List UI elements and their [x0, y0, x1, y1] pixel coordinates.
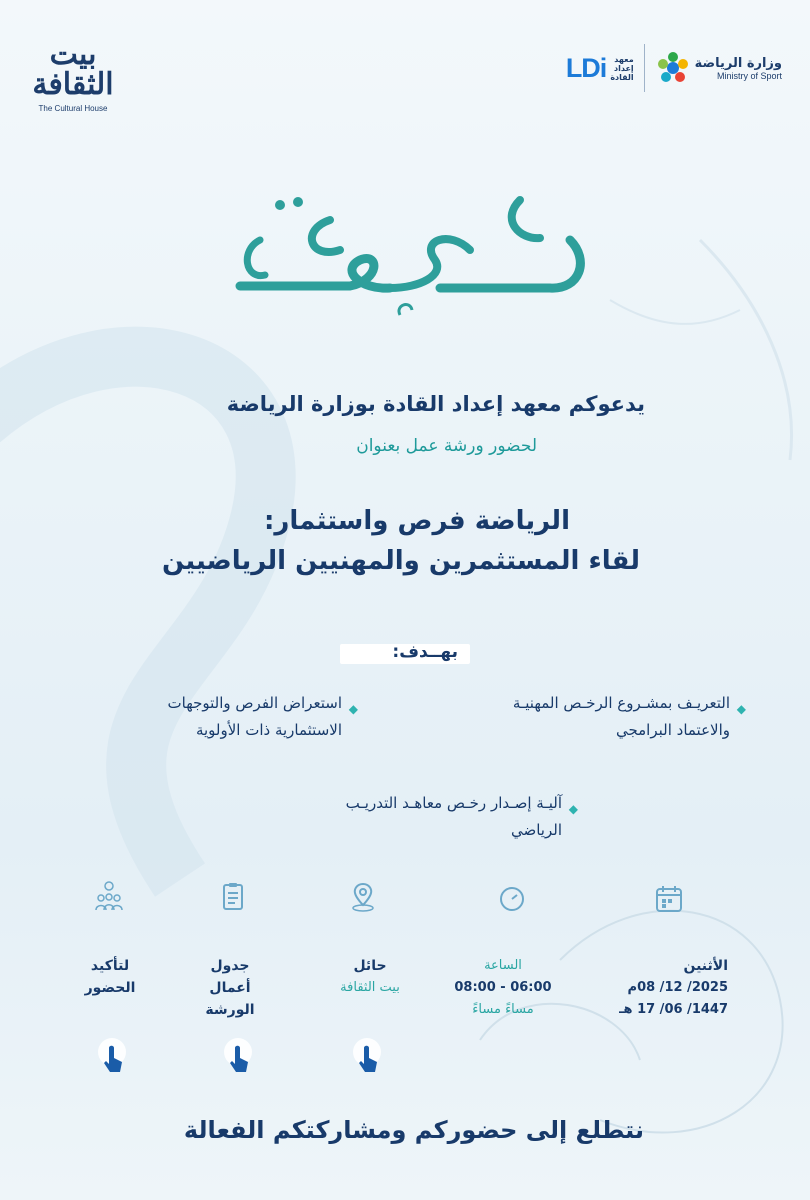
cultural-house-logo-ar: بيت الثقافة — [32, 37, 114, 102]
goals-label-box — [340, 644, 470, 664]
time-block — [448, 955, 558, 1021]
venue-label: بيت الثقافة — [340, 980, 400, 995]
ministry-emblem-icon — [655, 50, 691, 86]
goals-label: بهــدف: — [392, 642, 458, 662]
workshop-title-line-2: لقاء المستثمرين والمهنيين الرياضيين — [161, 546, 640, 576]
ldi-sub-1: معهد — [614, 54, 634, 64]
goal-item-1 — [410, 690, 746, 744]
workshop-title-line-1: الرياضة فرص واستثمار: — [264, 506, 570, 536]
agenda-tap-icon[interactable] — [218, 1034, 258, 1078]
date-hijri: 1447/ 06/ 17 هـ — [619, 1002, 728, 1017]
agenda-line-1: جدول — [210, 958, 250, 974]
bullet-icon: ◆ — [568, 802, 578, 816]
goal-item-1-line-2: والاعتماد البرامجي — [615, 721, 730, 739]
clock-icon — [495, 882, 529, 916]
venue-tap-icon[interactable] — [347, 1034, 387, 1078]
goal-item-2-line-2: الاستثمارية ذات الأولوية — [195, 721, 342, 739]
ldi-sub-2: إعداد — [613, 63, 634, 73]
goal-item-2-line-1: استعراض الفرص والتوجهات — [167, 694, 342, 712]
invite-line-2: لحضور ورشة عمل بعنوان — [356, 436, 537, 456]
agenda-document-icon — [216, 880, 250, 914]
cultural-house-logo-en: The Cultural House — [38, 104, 108, 113]
calendar-icon — [652, 882, 686, 916]
ministry-name-en: Ministry of Sport — [716, 70, 782, 81]
agenda-line-2: أعمال — [209, 980, 251, 996]
rsvp-line-2: الحضور — [84, 980, 136, 996]
ldi-mark: LDi — [565, 52, 607, 83]
date-block — [608, 955, 728, 1021]
goal-item-1-line-1: التعريـف بمشـروع الرخـص المهنيـة — [512, 694, 730, 712]
ldi-logo — [566, 53, 634, 84]
goal-item-3-line-1: آليـة إصـدار رخـص معاهـد التدريـب — [345, 794, 562, 812]
ministry-name-ar: وزارة الرياضة — [694, 55, 782, 71]
attendees-group-icon — [92, 880, 126, 914]
date-gregorian: 2025/ 12/ 08م — [627, 980, 728, 995]
ldi-sub-3: القادة — [610, 72, 634, 82]
rsvp-link[interactable] — [70, 955, 150, 999]
agenda-link[interactable] — [190, 955, 270, 1021]
bullet-icon: ◆ — [736, 702, 746, 716]
agenda-line-3: الورشة — [205, 1002, 255, 1018]
goal-item-3-line-2: الرياضي — [511, 821, 562, 839]
time-period: مساءً مساءً — [472, 1002, 534, 1017]
goal-item-3 — [242, 790, 578, 844]
invite-line-1: يدعوكم معهد إعداد القادة بوزارة الرياضة — [226, 392, 645, 416]
header-logos — [566, 44, 782, 92]
time-range: 06:00 - 08:00 — [454, 980, 552, 995]
rsvp-line-1: لتأكيد — [90, 958, 130, 974]
bullet-icon: ◆ — [348, 702, 358, 716]
ministry-logo — [655, 50, 782, 86]
location-block — [325, 955, 415, 999]
time-label: الساعة — [484, 958, 522, 973]
day-label: الأثنين — [683, 958, 728, 974]
location-pin-icon — [346, 880, 380, 914]
cultural-house-logo — [18, 37, 128, 113]
rsvp-tap-icon[interactable] — [92, 1034, 132, 1078]
invitation-calligraphy — [220, 180, 600, 330]
ldi-subtitle — [610, 55, 633, 82]
goal-item-2 — [72, 690, 358, 744]
logo-divider — [644, 44, 645, 92]
city-label: حائل — [353, 958, 387, 974]
closing-message: نتطلع إلى حضوركم ومشاركتكم الفعالة — [183, 1116, 644, 1144]
